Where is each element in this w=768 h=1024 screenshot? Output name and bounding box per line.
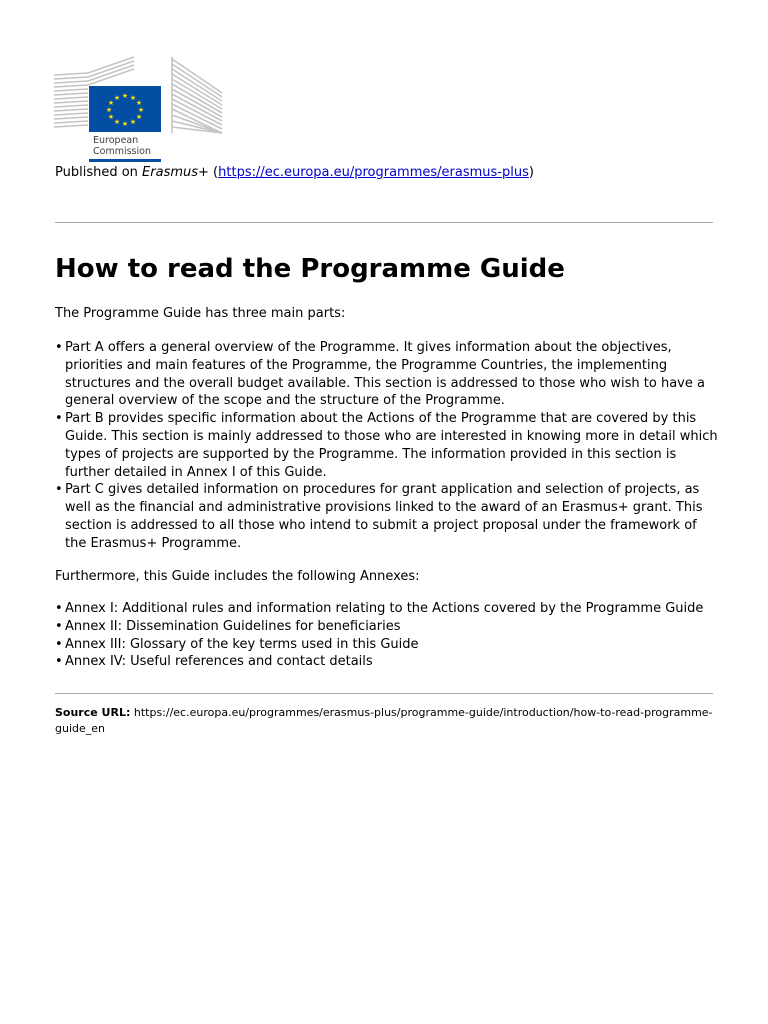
european-commission-logo <box>54 55 224 165</box>
svg-text:★: ★ <box>107 113 115 121</box>
svg-text:★: ★ <box>105 106 113 114</box>
source-url-block <box>55 705 720 737</box>
header-divider <box>55 222 713 223</box>
svg-text:★: ★ <box>121 92 129 100</box>
list-item-annex-2: • Annex II: Dissemination Guidelines for beneficiaries <box>55 618 719 636</box>
list-item-part-c: • Part C gives detailed information on procedures for grant application and selection of projects, as well as the financial and administrative provisions linked to the award of an Erasmus+ grant. This section is addressed to all those who intend to submit a project proposal under the framework of the Erasmus+ Programme. <box>55 481 719 552</box>
logo-line-commission: Commission <box>93 146 151 157</box>
annexes-list <box>55 600 719 671</box>
list-item-part-a: • Part A offers a general overview of the Programme. It gives information about the objectives, priorities and main features of the Programme, the Programme Countries, the implementing structures and the overall budget available. This section is addressed to those who wish to have a general overview of the scope and the structure of the Programme. <box>55 339 719 410</box>
svg-text:★: ★ <box>137 106 145 114</box>
list-item-part-b: • Part B provides specific information about the Actions of the Programme that are covered by this Guide. This section is mainly addressed to those who are interested in knowing more in detail which types of projects are supported by the Programme. The information provided in this section is further detailed in Annex I of this Guide. <box>55 410 719 481</box>
building-right-wing <box>172 57 222 133</box>
svg-text:★: ★ <box>129 118 137 126</box>
svg-text:★: ★ <box>121 120 129 128</box>
svg-text:★: ★ <box>129 94 137 102</box>
logo-underline <box>89 159 161 162</box>
parts-list <box>55 339 719 553</box>
svg-text:★: ★ <box>135 99 143 107</box>
source-url-value: https://ec.europa.eu/programmes/erasmus-plus/programme-guide/introduction/how-to-read-programme-guide_en <box>55 706 713 735</box>
intro-paragraph: The Programme Guide has three main parts: <box>55 306 346 321</box>
svg-text:★: ★ <box>113 94 121 102</box>
berlaymont-building-icon <box>54 55 224 137</box>
page-title: How to read the Programme Guide <box>55 254 565 284</box>
published-close-paren: ) <box>528 165 534 180</box>
logo-line-european: European <box>93 135 139 146</box>
list-item-annex-3: • Annex III: Glossary of the key terms used in this Guide <box>55 636 719 654</box>
published-open-paren: ( <box>208 165 219 180</box>
list-item-annex-4: • Annex IV: Useful references and contact details <box>55 653 719 671</box>
logo-wordmark <box>93 135 151 157</box>
svg-text:★: ★ <box>135 113 143 121</box>
annex-intro-paragraph: Furthermore, this Guide includes the following Annexes: <box>55 569 420 584</box>
published-line <box>55 164 534 181</box>
published-prefix: Published on <box>55 165 143 180</box>
published-url-link[interactable]: https://ec.europa.eu/programmes/erasmus-plus <box>218 165 529 180</box>
published-site-name: Erasmus+ <box>142 165 209 180</box>
list-item-annex-1: • Annex I: Additional rules and information relating to the Actions covered by the Programme Guide <box>55 600 719 618</box>
source-url-label: Source URL: <box>55 706 131 719</box>
svg-text:★: ★ <box>113 118 121 126</box>
footer-divider <box>55 693 713 694</box>
svg-text:★: ★ <box>107 99 115 107</box>
